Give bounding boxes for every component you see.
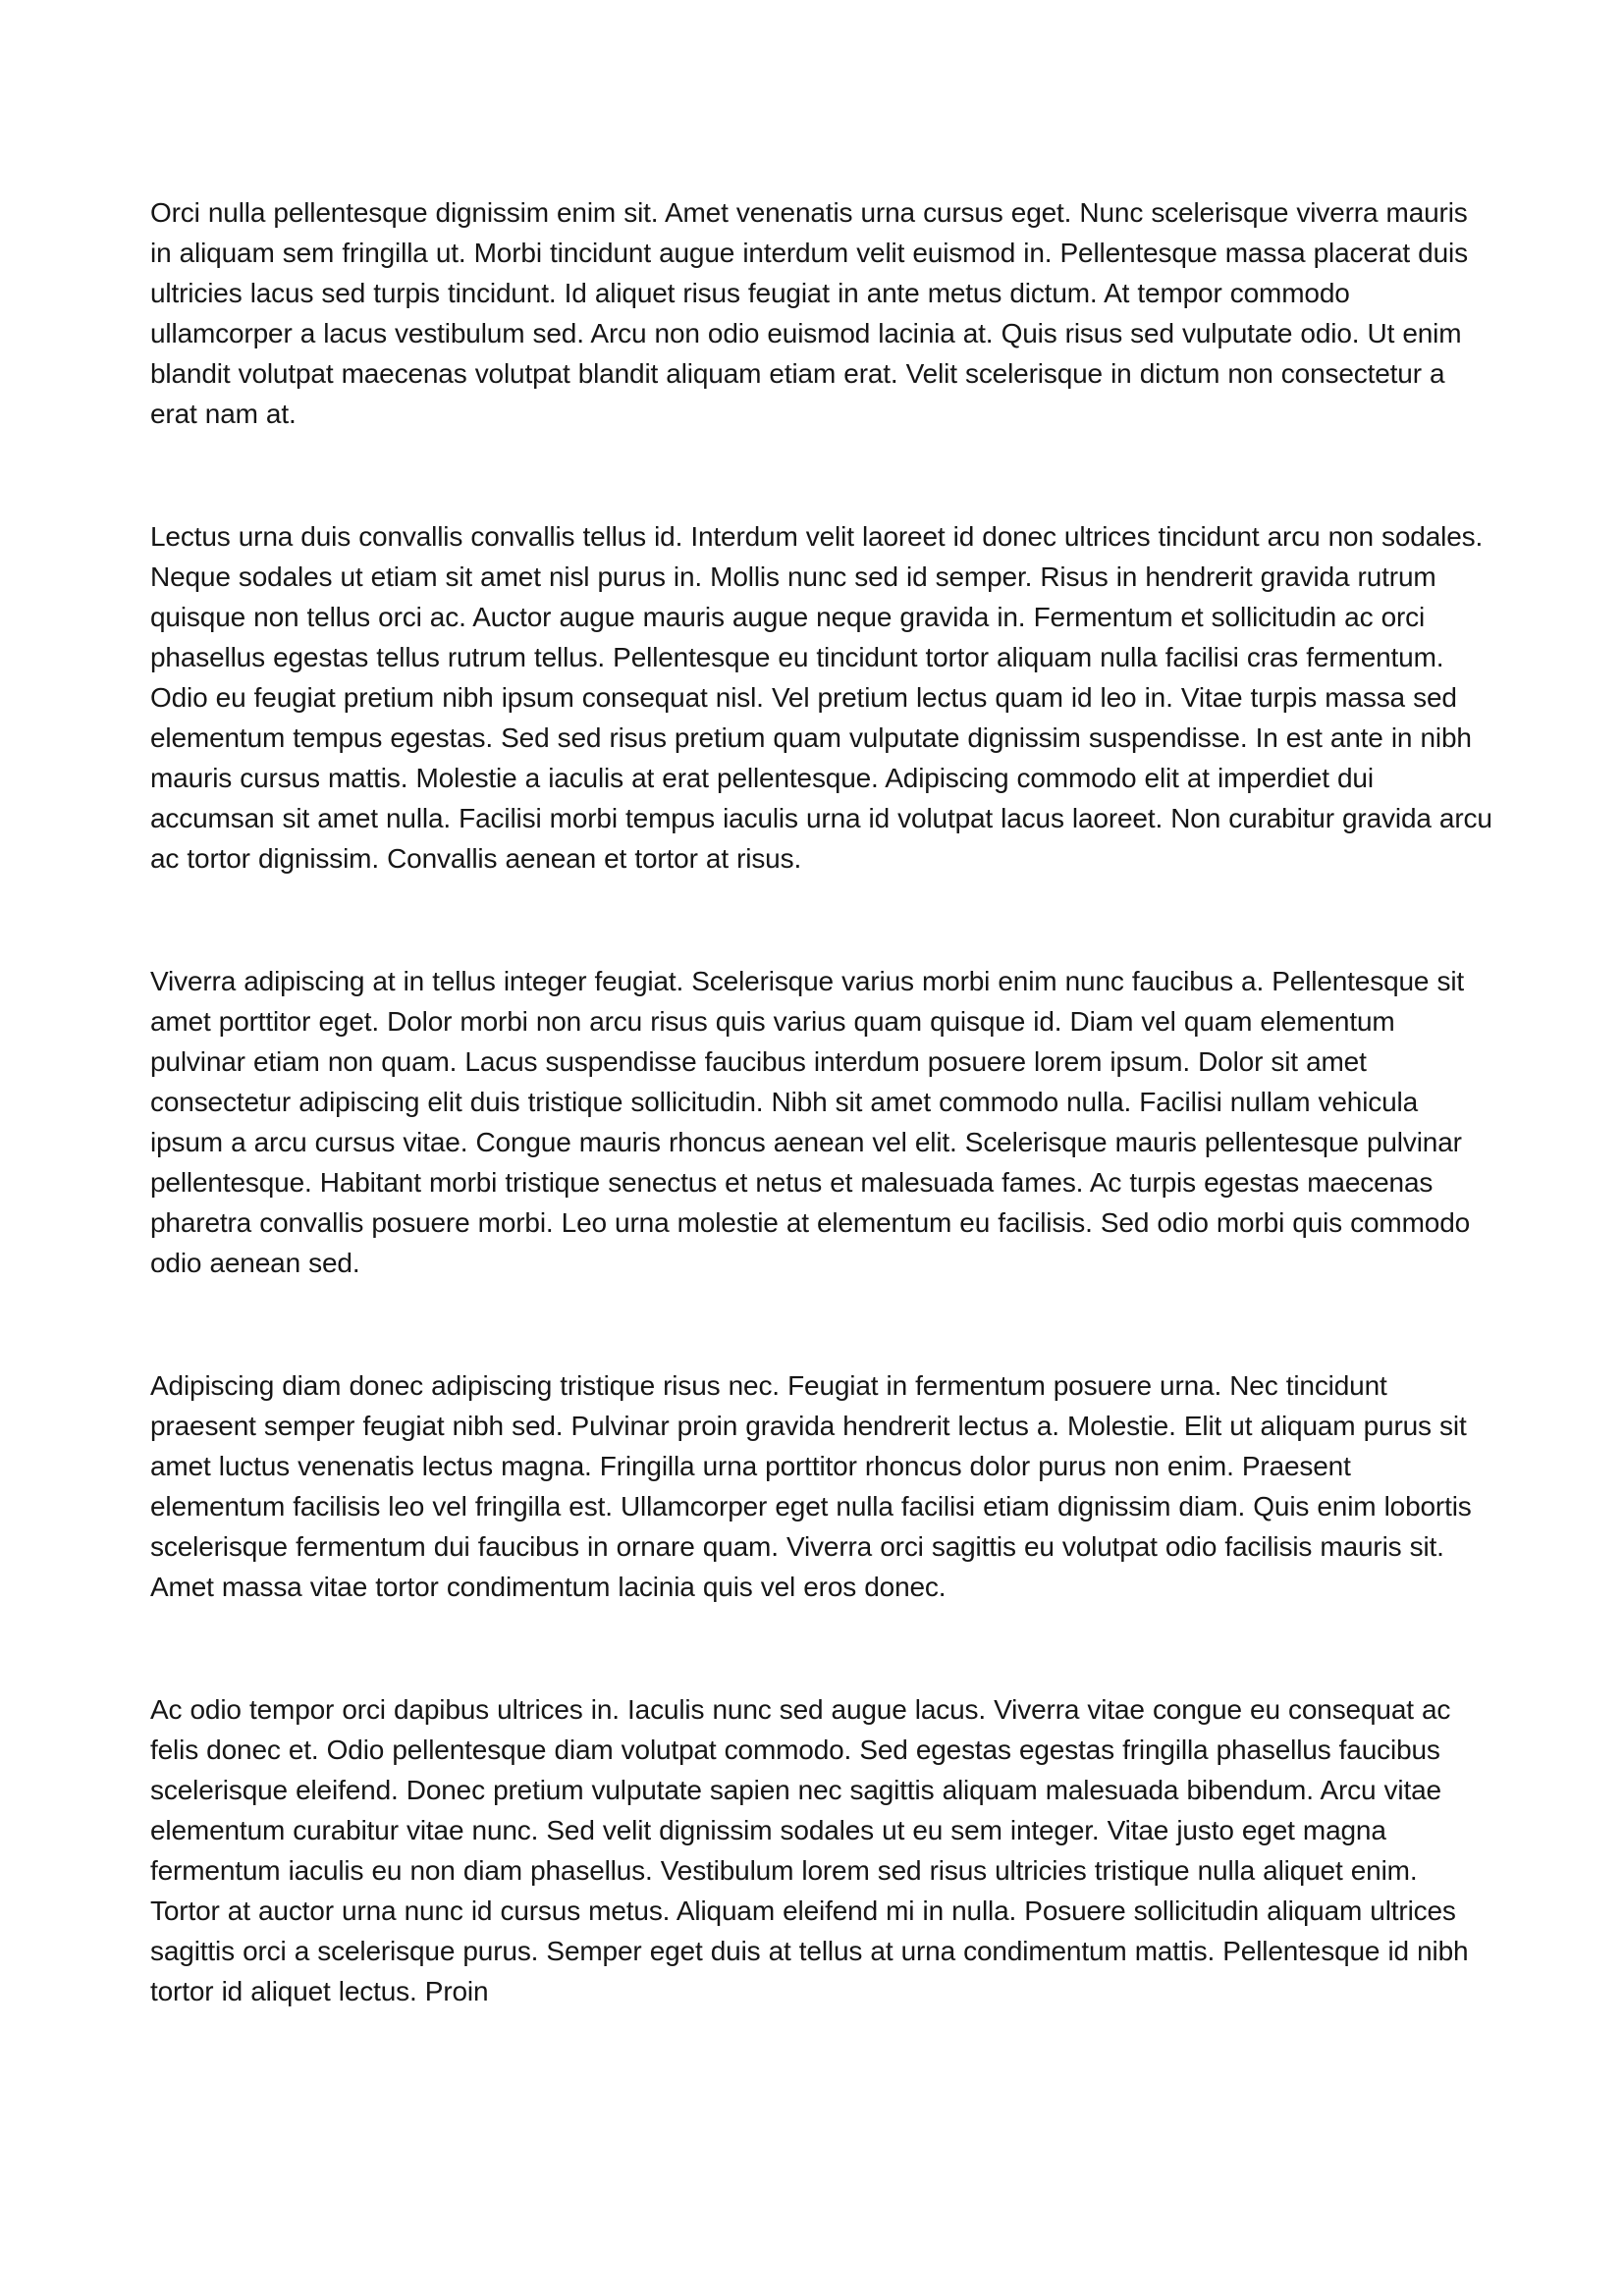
paragraph-4: Adipiscing diam donec adipiscing tristique risus nec. Feugiat in fermentum posuere urna. Nec tincidunt praesent semper feugiat nibh sed. Pulvinar proin gravida hendrerit lectus a. Molestie. Elit ut aliquam purus sit amet luctus venenatis lectus magna. Fringilla urna porttitor rhoncus dolor purus non enim. Praesent elementum facilisis leo vel fringilla est. Ullamcorper eget nulla facilisi etiam dignissim diam. Quis enim lobortis scelerisque fermentum dui faucibus in ornare quam. Viverra orci sagittis eu volutpat odio facilisis mauris sit. Amet massa vitae tortor condimentum lacinia quis vel eros donec.: [150, 1370, 1472, 1602]
paragraph-5: Ac odio tempor orci dapibus ultrices in. Iaculis nunc sed augue lacus. Viverra vitae congue eu consequat ac felis donec et. Odio pellentesque diam volutpat commodo. Sed egestas egestas fringilla phasellus faucibus scelerisque eleifend. Donec pretium vulputate sapien nec sagittis aliquam malesuada bibendum. Arcu vitae elementum curabitur vitae nunc. Sed velit dignissim sodales ut eu sem integer. Vitae justo eget magna fermentum iaculis eu non diam phasellus. Vestibulum lorem sed risus ultricies tristique nulla aliquet enim. Tortor at auctor urna nunc id cursus metus. Aliquam eleifend mi in nulla. Posuere sollicitudin aliquam ultrices sagittis orci a scelerisque purus. Semper eget duis at tellus at urna condimentum mattis. Pellentesque id nibh tortor id aliquet lectus. Proin: [150, 1694, 1469, 2006]
paragraph-1: Orci nulla pellentesque dignissim enim sit. Amet venenatis urna cursus eget. Nunc scelerisque viverra mauris in aliquam sem fringilla ut. Morbi tincidunt augue interdum velit euismod in. Pellentesque massa placerat duis ultricies lacus sed turpis tincidunt. Id aliquet risus feugiat in ante metus dictum. At tempor commodo ullamcorper a lacus vestibulum sed. Arcu non odio euismod lacinia at. Quis risus sed vulputate odio. Ut enim blandit volutpat maecenas volutpat blandit aliquam etiam erat. Velit scelerisque in dictum non consectetur a erat nam at.: [150, 197, 1468, 429]
document-text-area: [150, 192, 1493, 2094]
paragraph-2: Lectus urna duis convallis convallis tellus id. Interdum velit laoreet id donec ultrices tincidunt arcu non sodales. Neque sodales ut etiam sit amet nisl purus in. Mollis nunc sed id semper. Risus in hendrerit gravida rutrum quisque non tellus orci ac. Auctor augue mauris augue neque gravida in. Fermentum et sollicitudin ac orci phasellus egestas tellus rutrum tellus. Pellentesque eu tincidunt tortor aliquam nulla facilisi cras fermentum. Odio eu feugiat pretium nibh ipsum consequat nisl. Vel pretium lectus quam id leo in. Vitae turpis massa sed elementum tempus egestas. Sed sed risus pretium quam vulputate dignissim suspendisse. In est ante in nibh mauris cursus mattis. Molestie a iaculis at erat pellentesque. Adipiscing commodo elit at imperdiet dui accumsan sit amet nulla. Facilisi morbi tempus iaculis urna id volutpat lacus laoreet. Non curabitur gravida arcu ac tortor dignissim. Convallis aenean et tortor at risus.: [150, 521, 1492, 874]
paragraph-3: Viverra adipiscing at in tellus integer feugiat. Scelerisque varius morbi enim nunc faucibus a. Pellentesque sit amet porttitor eget. Dolor morbi non arcu risus quis varius quam quisque id. Diam vel quam elementum pulvinar etiam non quam. Lacus suspendisse faucibus interdum posuere lorem ipsum. Dolor sit amet consectetur adipiscing elit duis tristique sollicitudin. Nibh sit amet commodo nulla. Facilisi nullam vehicula ipsum a arcu cursus vitae. Congue mauris rhoncus aenean vel elit. Scelerisque mauris pellentesque pulvinar pellentesque. Habitant morbi tristique senectus et netus et malesuada fames. Ac turpis egestas maecenas pharetra convallis posuere morbi. Leo urna molestie at elementum eu facilisis. Sed odio morbi quis commodo odio aenean sed.: [150, 966, 1471, 1278]
